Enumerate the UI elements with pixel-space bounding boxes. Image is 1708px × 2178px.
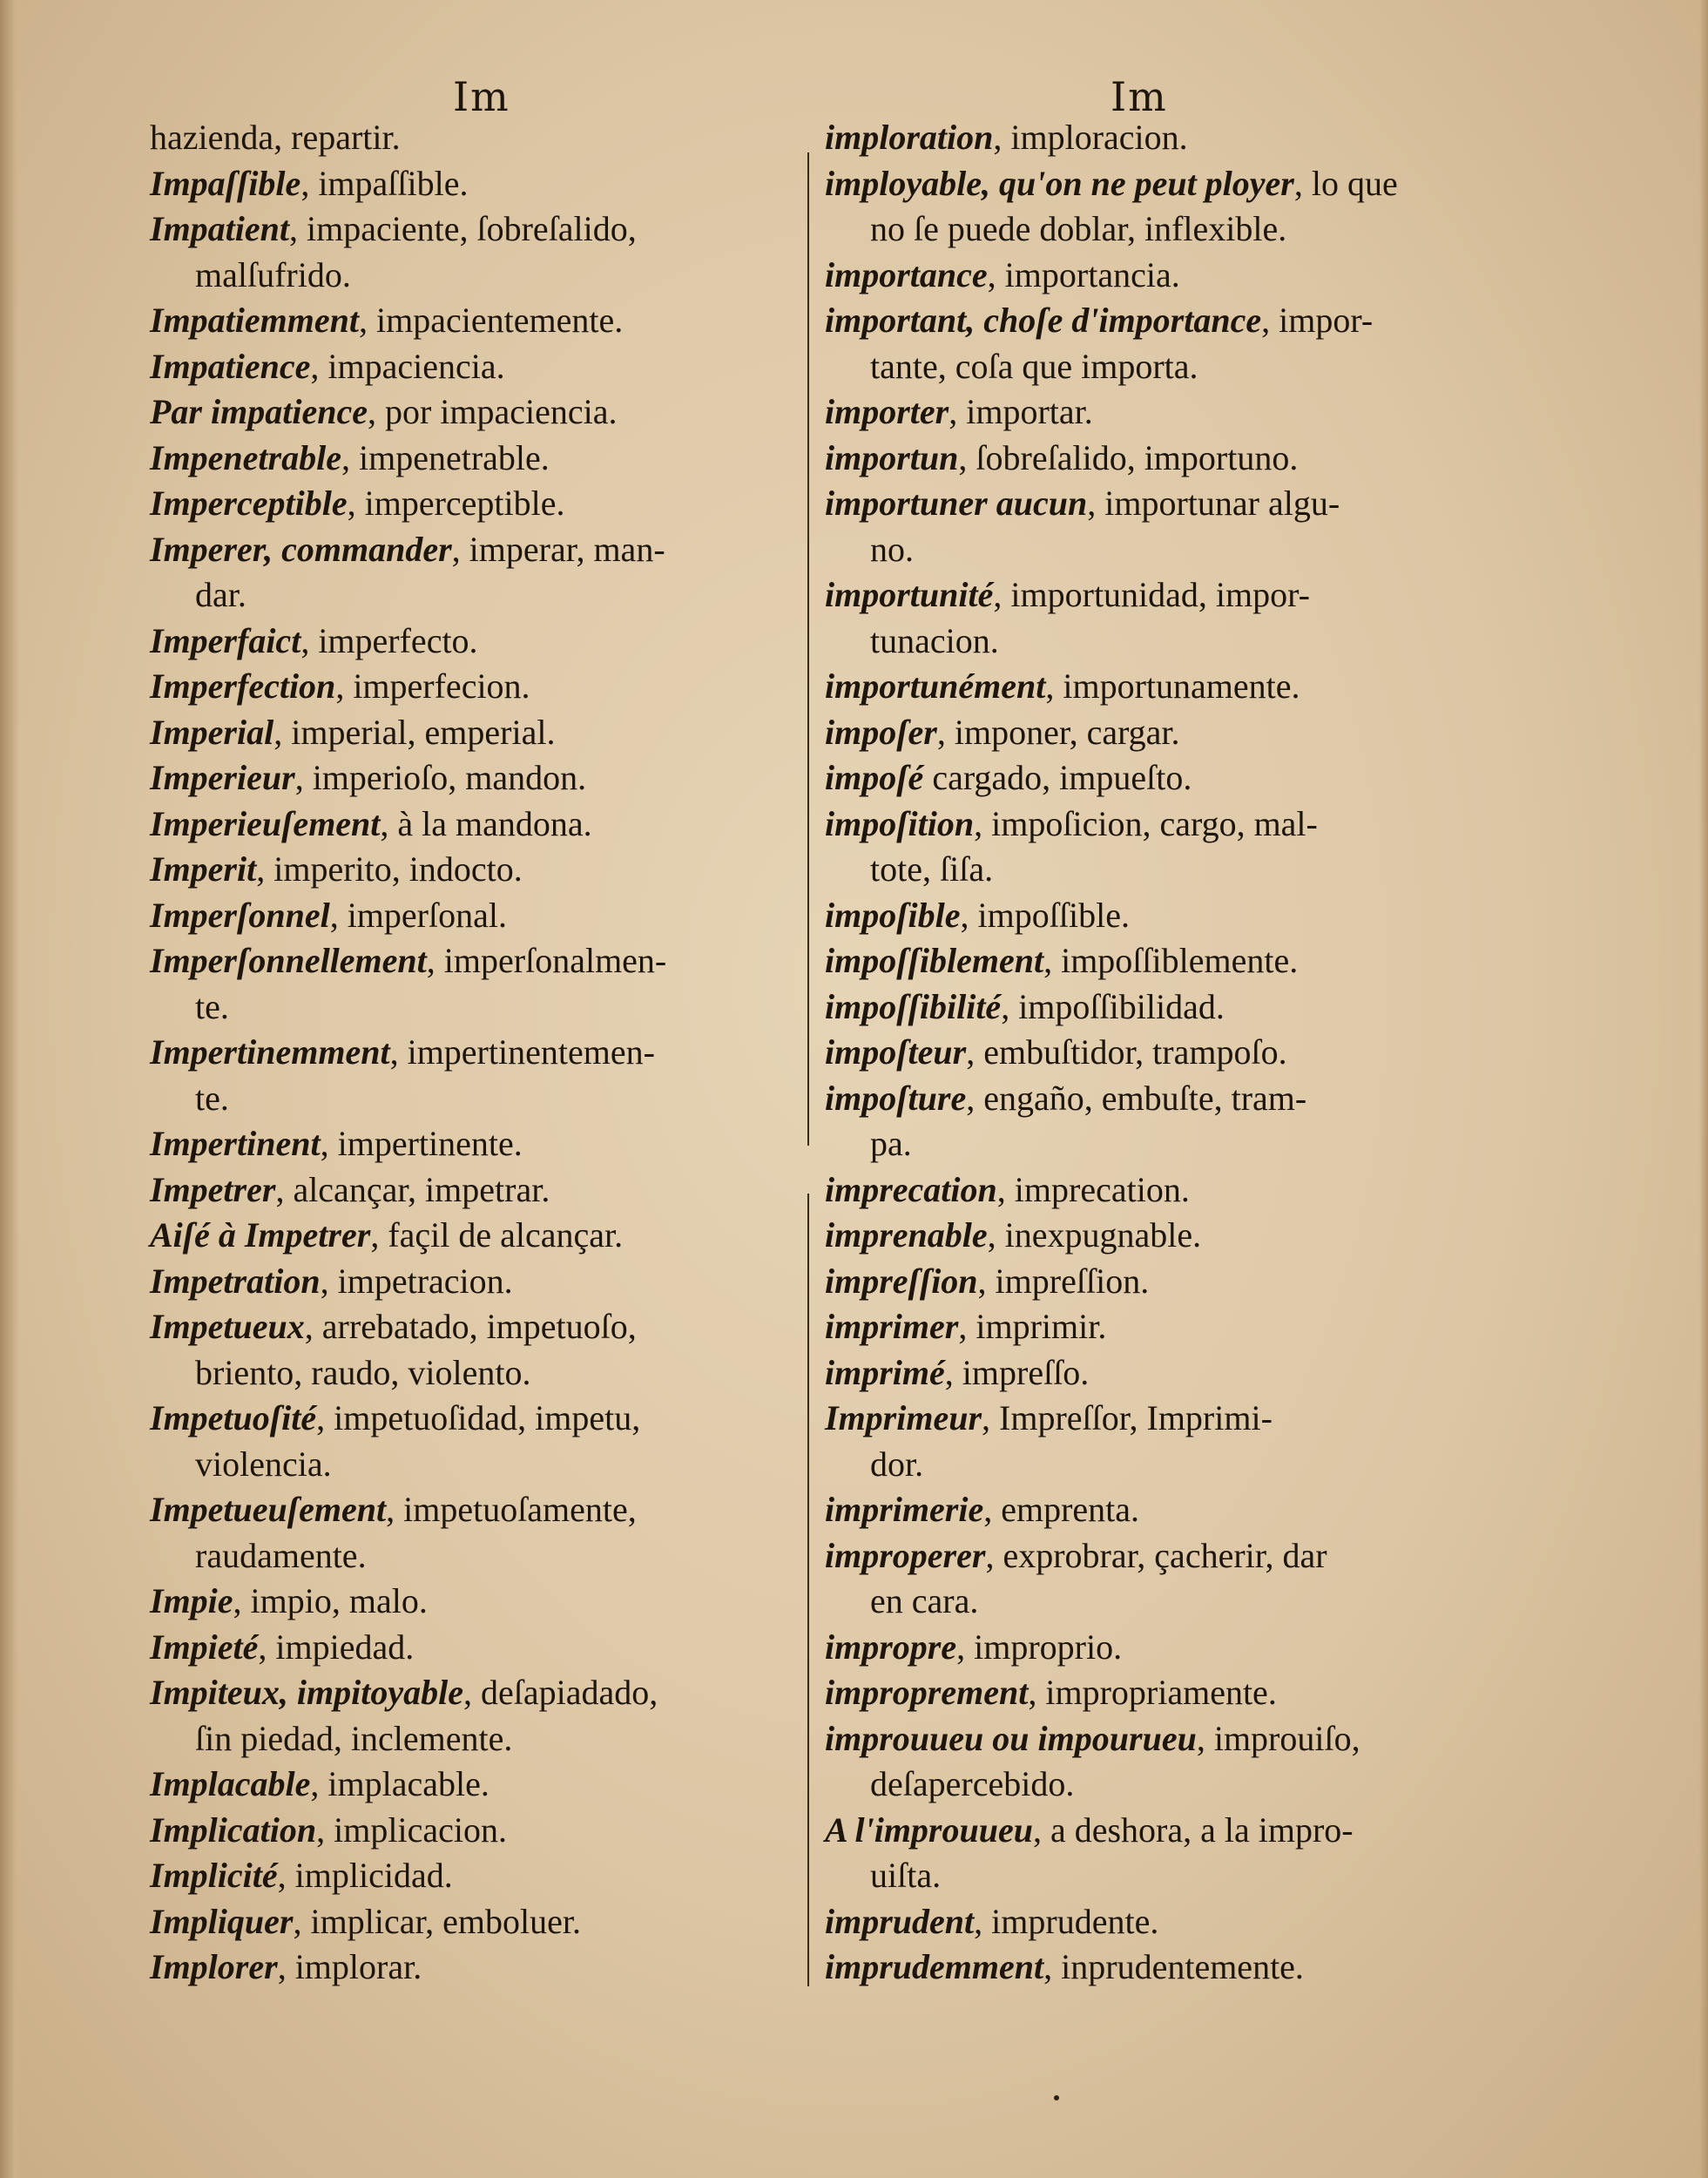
dictionary-entry — [825, 161, 1480, 207]
entry-headword: important, choſe d'importance — [825, 301, 1262, 340]
entry-headword: imprudent — [825, 1901, 975, 1941]
entry-headword: Implication — [150, 1809, 317, 1850]
entry-gloss: , imperar, man- — [451, 529, 665, 569]
entry-gloss: , lo que — [1293, 163, 1398, 203]
dictionary-entry — [825, 1808, 1480, 1854]
dictionary-entry — [150, 755, 812, 802]
entry-gloss: , impoſſibilidad. — [1001, 986, 1225, 1026]
entry-gloss: , impor- — [1261, 301, 1374, 340]
ink-speck — [1054, 2095, 1059, 2100]
entry-gloss: , imperioſo, mandon. — [294, 758, 587, 797]
entry-headword: impoſteur — [825, 1032, 967, 1072]
running-head-right: Im — [1111, 73, 1168, 120]
entry-headword: Impie — [150, 1581, 233, 1620]
entry-gloss: , impetuoſamente, — [386, 1490, 637, 1529]
entry-continuation: violencia. — [195, 1444, 332, 1484]
entry-headword: Impatience — [150, 346, 311, 386]
entry-gloss: , imperſonal. — [329, 895, 507, 935]
entry-gloss: , por impaciencia. — [367, 392, 618, 431]
entry-headword: improperer — [825, 1535, 986, 1575]
entry-headword: Imperfaict — [150, 620, 301, 660]
entry-gloss: , embuſtidor, trampoſo. — [966, 1032, 1287, 1072]
entry-headword: Impertinent — [150, 1124, 321, 1163]
dictionary-entry — [150, 527, 812, 573]
entry-gloss: , imploracion. — [993, 118, 1188, 157]
left-column — [150, 115, 812, 1991]
dictionary-entry — [150, 893, 812, 939]
entry-gloss: , engaño, embuſte, tram- — [966, 1078, 1307, 1118]
entry-gloss: , impoſſiblemente. — [1043, 941, 1299, 980]
entry-continuation: te. — [195, 1078, 229, 1118]
entry-continuation: dor. — [870, 1444, 924, 1484]
dictionary-entry — [825, 1350, 1480, 1397]
entry-gloss: , importar. — [949, 392, 1093, 431]
entry-headword: importer — [825, 392, 949, 431]
entry-gloss: , inexpugnable. — [987, 1215, 1202, 1255]
entry-headword: importance — [825, 254, 988, 294]
dictionary-entry — [150, 1945, 812, 1991]
entry-headword: Impenetrable — [150, 437, 341, 477]
dictionary-entry — [150, 161, 812, 207]
dictionary-entry — [150, 389, 812, 436]
entry-headword: importun — [825, 437, 959, 477]
entry-gloss: , impertinentemen- — [389, 1032, 655, 1072]
entry-gloss: , impoſicion, cargo, mal- — [974, 803, 1318, 843]
entry-continuation: te. — [195, 986, 229, 1026]
entry-headword: Imprimeur — [825, 1398, 982, 1437]
entry-headword: importunément — [825, 666, 1046, 706]
entry-headword: Impliquer — [150, 1901, 294, 1941]
entry-headword: imprimerie — [825, 1490, 984, 1529]
entry-continuation: en cara. — [870, 1581, 979, 1620]
dictionary-entry — [825, 802, 1480, 848]
entry-gloss: , implorar. — [277, 1947, 422, 1986]
dictionary-entry — [825, 893, 1480, 939]
dictionary-entry — [150, 938, 812, 984]
entry-continuation: malſufrido. — [195, 254, 351, 294]
page-edge-left — [0, 0, 19, 2178]
dictionary-entry — [825, 1945, 1480, 1991]
right-column — [825, 115, 1480, 1991]
dictionary-entry — [825, 389, 1480, 436]
dictionary-entry — [150, 1670, 812, 1716]
dictionary-entry — [825, 115, 1480, 161]
entry-headword: Imperit — [150, 849, 257, 889]
entry-headword: impoſer — [825, 712, 937, 752]
entry-gloss: , imprimir. — [958, 1307, 1107, 1346]
entry-continuation: pa. — [870, 1124, 912, 1163]
entry-headword: Impetueuſement — [150, 1490, 387, 1529]
entry-headword: impoſible — [825, 895, 961, 935]
dictionary-entry — [825, 1625, 1480, 1671]
entry-gloss: , implacable. — [310, 1764, 489, 1803]
entry-headword: Imperceptible — [150, 484, 348, 523]
entry-headword: Impetration — [150, 1261, 321, 1301]
dictionary-entry — [150, 1030, 812, 1076]
entry-gloss: cargado, impueſto. — [923, 758, 1192, 797]
dictionary-entry — [150, 298, 812, 344]
entry-gloss: , ſobreſalido, importuno. — [958, 437, 1299, 477]
entry-headword: imployable, qu'on ne peut ployer — [825, 163, 1294, 203]
dictionary-entry — [825, 253, 1480, 299]
dictionary-entry — [150, 847, 812, 893]
dictionary-entry — [825, 1030, 1480, 1076]
dictionary-entry — [150, 1304, 812, 1350]
entry-gloss: , implicar, emboluer. — [293, 1901, 582, 1941]
dictionary-entry — [825, 1487, 1480, 1533]
entry-gloss: , impenetrable. — [341, 437, 550, 477]
entry-gloss: , imprecation. — [996, 1169, 1190, 1209]
entry-gloss: , deſapiadado, — [462, 1673, 658, 1712]
entry-headword: importunité — [825, 575, 994, 614]
entry-headword: Impetueux — [150, 1307, 305, 1346]
entry-continuation: tote, ſiſa. — [870, 849, 994, 889]
entry-gloss: , importancia. — [987, 254, 1180, 294]
entry-gloss: , imperito, indocto. — [256, 849, 523, 889]
entry-headword: Impetrer — [150, 1169, 276, 1209]
entry-continuation: dar. — [195, 575, 246, 614]
entry-continuation: no. — [870, 529, 914, 569]
entry-gloss: , imperfecto. — [300, 620, 478, 660]
entry-gloss: , imponer, cargar. — [936, 712, 1180, 752]
entry-headword: impoſſibilité — [825, 986, 1002, 1026]
entry-gloss: , alcançar, impetrar. — [275, 1169, 550, 1209]
entry-gloss: , Impreſſor, Imprimi- — [982, 1398, 1273, 1437]
dictionary-entry — [150, 710, 812, 756]
dictionary-entry — [825, 436, 1480, 482]
dictionary-entry — [825, 984, 1480, 1031]
dictionary-entry — [150, 1487, 812, 1533]
entry-continuation: no ſe puede doblar, inflexible. — [870, 209, 1287, 248]
entry-gloss: , impreſſion. — [977, 1261, 1150, 1301]
entry-headword: imploration — [825, 118, 994, 157]
entry-headword: imprecation — [825, 1169, 997, 1209]
entry-gloss: , impaſſible. — [300, 163, 469, 203]
entry-headword: Imperial — [150, 712, 274, 752]
entry-continuation: briento, raudo, violento. — [195, 1352, 531, 1392]
dictionary-entry — [825, 1259, 1480, 1305]
entry-headword: Aiſé à Impetrer — [150, 1215, 371, 1255]
entry-headword: Imperieuſement — [150, 803, 381, 843]
entry-headword: Par impatience — [150, 392, 368, 431]
dictionary-entry — [150, 1121, 812, 1167]
dictionary-entry — [825, 572, 1480, 619]
dictionary-entry — [150, 619, 812, 665]
entry-headword: imprudemment — [825, 1947, 1044, 1986]
entry-gloss: , a deshora, a la impro- — [1032, 1809, 1354, 1850]
entry-headword: Implorer — [150, 1947, 278, 1986]
dictionary-entry — [825, 1533, 1480, 1579]
entry-gloss: , impio, malo. — [233, 1581, 428, 1620]
entry-gloss: , à la mandona. — [380, 803, 592, 843]
entry-gloss: , emprenta. — [983, 1490, 1140, 1529]
dictionary-entry — [150, 1808, 812, 1854]
entry-headword: Impieté — [150, 1627, 259, 1667]
entry-headword: Impertinemment — [150, 1032, 390, 1072]
entry-headword: imprimé — [825, 1352, 945, 1392]
dictionary-entry — [825, 1670, 1480, 1716]
entry-headword: imprimer — [825, 1307, 959, 1346]
entry-gloss: , inprudentemente. — [1043, 1947, 1304, 1986]
entry-gloss: , impaciente, ſobreſalido, — [289, 209, 637, 248]
entry-headword: Implicité — [150, 1856, 278, 1895]
entry-headword: improprement — [825, 1673, 1029, 1712]
entry-gloss: , exprobrar, çacherir, dar — [985, 1535, 1327, 1575]
dictionary-entry — [150, 1259, 812, 1305]
entry-headword: Implacable — [150, 1764, 311, 1803]
dictionary-entry — [150, 1899, 812, 1945]
dictionary-entry — [150, 1167, 812, 1214]
entry-gloss: , imperceptible. — [347, 484, 565, 523]
dictionary-entry — [825, 1076, 1480, 1122]
entry-gloss: , impertinente. — [320, 1124, 523, 1163]
entry-gloss: , impropriamente. — [1028, 1673, 1277, 1712]
entry-headword: impoſé — [825, 758, 924, 797]
entry-gloss: , imprudente. — [974, 1901, 1159, 1941]
entry-gloss: , imperial, emperial. — [273, 712, 556, 752]
entry-continuation: deſapercebido. — [870, 1764, 1075, 1803]
entry-headword: Imperer, commander — [150, 529, 452, 569]
entry-headword: impoſition — [825, 803, 975, 843]
dictionary-entry — [150, 115, 812, 161]
dictionary-entry — [825, 1396, 1480, 1442]
entry-gloss: , importunamente. — [1045, 666, 1300, 706]
entry-gloss: , importunidad, impor- — [993, 575, 1310, 614]
entry-headword: Impetuoſité — [150, 1398, 317, 1437]
entry-continuation: raudamente. — [195, 1535, 367, 1575]
dictionary-entry — [825, 938, 1480, 984]
dictionary-entry — [150, 802, 812, 848]
running-head-left: Im — [453, 73, 510, 120]
dictionary-entry — [150, 344, 812, 390]
entry-headword: impreſſion — [825, 1261, 978, 1301]
entry-gloss: , implicidad. — [277, 1856, 453, 1895]
dictionary-entry — [150, 1213, 812, 1259]
entry-headword: Impatiemment — [150, 301, 359, 340]
entry-gloss: , impoſſible. — [960, 895, 1130, 935]
entry-headword: importuner aucun — [825, 484, 1088, 523]
dictionary-entry — [150, 481, 812, 527]
entry-headword: Impiteux, impitoyable — [150, 1673, 463, 1712]
entry-continuation: uiſta. — [870, 1856, 942, 1895]
dictionary-entry — [825, 1899, 1480, 1945]
entry-headword: impoſſiblement — [825, 941, 1044, 980]
entry-headword: improuueu ou impourueu — [825, 1718, 1197, 1758]
dictionary-entry — [150, 206, 812, 253]
dictionary-entry — [150, 1625, 812, 1671]
entry-gloss: , imperfecion. — [335, 666, 530, 706]
dictionary-entry — [150, 1579, 812, 1625]
entry-gloss: , façil de alcançar. — [370, 1215, 624, 1255]
dictionary-entry — [825, 481, 1480, 527]
entry-gloss: , importunar algu- — [1087, 484, 1340, 523]
entry-gloss: , imperſonalmen- — [426, 941, 667, 980]
entry-headword: Impaſſible — [150, 163, 301, 203]
entry-gloss: , impiedad. — [258, 1627, 415, 1667]
entry-headword: imprenable — [825, 1215, 988, 1255]
entry-headword: Imperieur — [150, 758, 295, 797]
dictionary-entry — [825, 1167, 1480, 1214]
entry-continuation: tunacion. — [870, 620, 999, 660]
entry-headword: Imperfection — [150, 666, 336, 706]
dictionary-entry — [825, 298, 1480, 344]
entry-headword: Imperſonnel — [150, 895, 330, 935]
entry-gloss: , impetuoſidad, impetu, — [316, 1398, 641, 1437]
dictionary-entry — [150, 1853, 812, 1899]
dictionary-entry — [825, 1213, 1480, 1259]
entry-gloss: , impaciencia. — [310, 346, 505, 386]
dictionary-entry — [150, 664, 812, 710]
page-edge-right — [1699, 0, 1708, 2178]
dictionary-entry — [825, 755, 1480, 802]
dictionary-entry — [825, 1304, 1480, 1350]
dictionary-entry — [150, 1396, 812, 1442]
entry-gloss: , impacientemente. — [359, 301, 624, 340]
entry-gloss: , improprio. — [956, 1627, 1123, 1667]
entry-continuation: ſin piedad, inclemente. — [195, 1718, 513, 1758]
dictionary-entry — [825, 710, 1480, 756]
entry-headword: Impatient — [150, 209, 290, 248]
entry-headword: impoſture — [825, 1078, 967, 1118]
dictionary-entry — [150, 1762, 812, 1808]
dictionary-entry — [825, 1716, 1480, 1762]
entry-headword: Imperſonnellement — [150, 941, 427, 980]
entry-gloss: , improuiſo, — [1196, 1718, 1360, 1758]
entry-headword: A l'improuueu — [825, 1809, 1033, 1850]
dictionary-entry — [150, 436, 812, 482]
entry-gloss: , impetracion. — [320, 1261, 513, 1301]
entry-gloss: , impreſſo. — [944, 1352, 1090, 1392]
entry-continuation: tante, coſa que importa. — [870, 346, 1198, 386]
entry-headword: impropre — [825, 1627, 957, 1667]
entry-gloss: , arrebatado, impetuoſo, — [304, 1307, 637, 1346]
entry-gloss: hazienda, repartir. — [150, 118, 401, 157]
dictionary-entry — [825, 664, 1480, 710]
entry-gloss: , implicacion. — [316, 1809, 507, 1850]
